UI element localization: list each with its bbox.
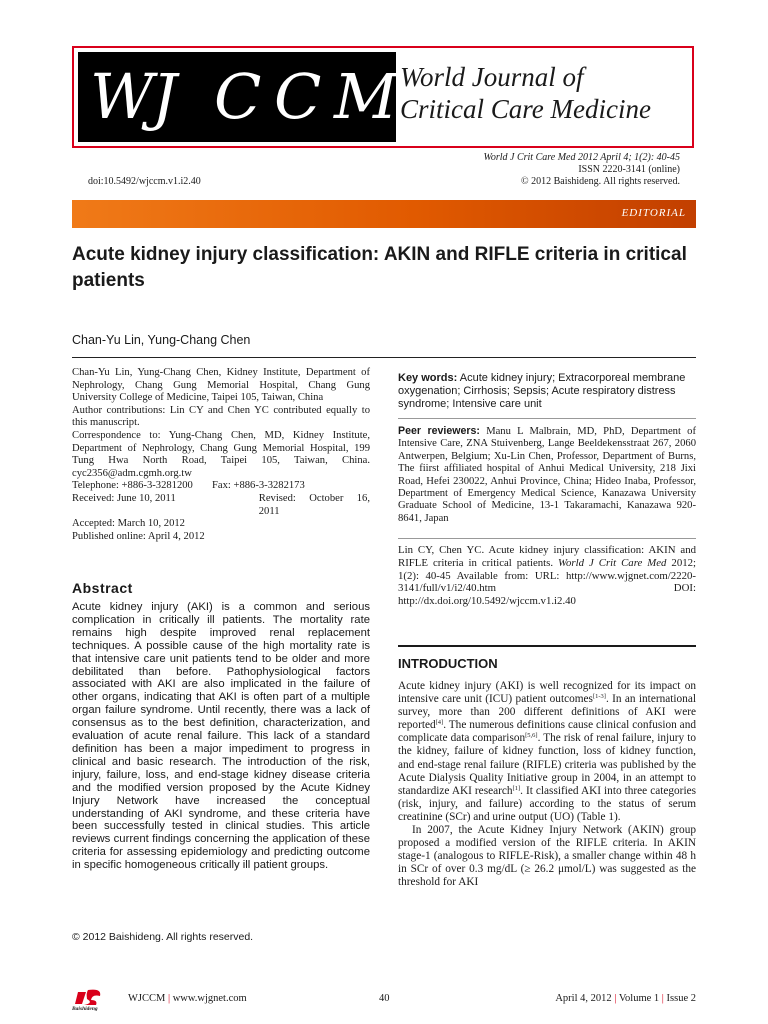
- reference: [1-3]: [592, 693, 606, 701]
- section-bar: [72, 200, 696, 228]
- journal-name-line2: Critical Care Medicine: [400, 94, 651, 124]
- divider: [398, 538, 696, 539]
- paragraph: In 2007, the Acute Kidney Injury Network (AKIN) group proposed a modified version of the RIFLE criteria. In AKIN stage-1 (analogous to RIFLE-Risk), a smaller change within 48 h in SCr of over 0.3 mg/dL (≥ 26.2 μmol/L) was suggested as the threshold for AKI: [398, 824, 696, 889]
- divider: [398, 418, 696, 419]
- section-label: EDITORIAL: [621, 207, 686, 219]
- fax: Fax: +886-3-3282173: [212, 480, 305, 492]
- abstract-copyright: © 2012 Baishideng. All rights reserved.: [72, 931, 254, 943]
- correspondence: Correspondence to: Yung-Chang Chen, MD, Kidney Institute, Department of Nephrology, Chang Gung Memorial Hospital, 199 Tung Hwa North Road, Taipei 105, Taiwan, China. cyc2356@adm.cgmh.org.tw: [72, 429, 370, 479]
- affiliation-text: Chan-Yu Lin, Yung-Chang Chen, Kidney Institute, Department of Nephrology, Chang Gung Memorial Hospital, Chang Gung University College of Medicine, Taipei 105, Taiwan, China: [72, 367, 370, 404]
- journal-masthead: [72, 46, 694, 148]
- peer-reviewers-block: [398, 425, 696, 525]
- publisher-logo-text: Baishideng: [72, 1006, 98, 1012]
- keywords-text: Acute kidney injury; Extracorporeal membrane oxygenation; Cirrhosis; Sepsis; Acute respiratory distress syndrome; Intensive care unit: [398, 372, 686, 410]
- telephone: Telephone: +886-3-3281200: [72, 480, 193, 492]
- abstract-heading: Abstract: [72, 580, 133, 596]
- text-run: Acute kidney injury (AKI) is well recognized for its impact on intensive care unit (ICU) patient outcomes: [398, 680, 696, 706]
- journal-name: [400, 62, 651, 126]
- doi-line: doi:10.5492/wjccm.v1.i2.40: [88, 176, 201, 187]
- peer-reviewers-label: Peer reviewers:: [398, 425, 480, 437]
- reference: [5,6]: [525, 732, 538, 740]
- divider: [72, 357, 696, 358]
- peer-reviewers-text: Manu L Malbrain, MD, PhD, Department of Intensive Care, ZNA Stuivenberg, Lange Beeldekensstraat 267, 2060 Antwerpen, Belgium; Xu-Lin Chen, Professor, Department of Burns, The fiirst affiliated hospital of Anhui Medical University, 218 Jixi Road, Hefei 230022, Anhui Province, China; Hideo Inaba, Professor, Department of Emergency Medical Science, Kanazawa University Graduate School of Medicine, 13-1 Takaramachi, Kanazawa 920-8641, Japan: [398, 426, 696, 524]
- revised-date: Revised: October 16, 2011: [258, 492, 370, 517]
- footer-date: April 4, 2012: [555, 993, 612, 1004]
- citation-block: [398, 544, 696, 608]
- introduction-body: [398, 680, 696, 890]
- journal-name-line1: World Journal of: [400, 62, 584, 92]
- reference: [1]: [512, 784, 521, 792]
- journal-logo: [78, 52, 396, 142]
- footer-journal-name: WJCCM: [128, 993, 166, 1004]
- keywords-block: [398, 372, 696, 411]
- divider: [398, 645, 696, 647]
- affiliation-block: [72, 367, 370, 543]
- author-contributions: Author contributions: Lin CY and Chen YC contributed equally to this manuscript.: [72, 404, 370, 429]
- page-footer: [72, 988, 696, 1014]
- citation-journal: World J Crit Care Med: [558, 556, 667, 569]
- logo-letter: M: [334, 60, 398, 133]
- page-number: 40: [379, 993, 390, 1004]
- publication-meta: [483, 152, 680, 188]
- footer-issue: [555, 993, 696, 1004]
- logo-letter: W: [90, 60, 154, 133]
- keywords-label: Key words:: [398, 372, 458, 384]
- accepted-date: Accepted: March 10, 2012: [72, 518, 185, 530]
- author-list: Chan-Yu Lin, Yung-Chang Chen: [72, 333, 251, 347]
- citation-details: 2012; 1(2): 40-45 Available from: URL: http://www.wjgnet.com/2220-3141/full/v1/i2/40.htm DOI: http://dx.doi.org/10.5492/wjccm.v1.i2.40: [398, 556, 697, 608]
- separator: |: [167, 993, 171, 1004]
- citation-line: World J Crit Care Med 2012 April 4; 1(2): 40-45: [483, 152, 680, 163]
- footer-volume: Volume 1: [618, 993, 660, 1004]
- issn-line: ISSN 2220-3141 (online): [578, 164, 680, 175]
- text-run: . In an international survey, more than 200 different definitions of AKI were reported: [398, 693, 696, 732]
- logo-letter: C: [274, 60, 322, 133]
- footer-journal: [128, 993, 247, 1004]
- text-run: . It classified AKI into three categories (risk, injury, and failure) according to the status of serum creatinine (SCr) and urine output (UO) (Table 1).: [398, 784, 696, 823]
- received-date: Received: June 10, 2011: [72, 492, 176, 504]
- abstract-text: Acute kidney injury (AKI) is a common and serious complication in critically ill patients. The mortality rate remains high despite improved renal replacement techniques. A possible cause of the high mortality rate is that intensive care unit patients tend to be older and more debilitated than before. Pathophysiological factors associated with AKI are also implicated in the failure of other organs, indicating that AKI is often part of a multiple organ failure syndrome. Until recently, there was a lack of consensus as to the best definition, characterization, and evaluation of acute renal failure. This lack of a standard definition has been a major impediment to progress in clinical and basic research. The introduction of the risk, injury, failure, loss, and end-stage kidney disease criteria and the modified version proposed by the Acute Kidney Injury Network have increased the conceptual understanding of AKI syndrome, and these criteria have been successfully tested in clinical studies. This article reviews current findings concerning the application of these criteria for assessing epidemiology and predicting outcome in specific homogeneous critically ill patient groups.: [72, 601, 370, 872]
- citation-text: Lin CY, Chen YC. Acute kidney injury classification: AKIN and RIFLE criteria in critical patients.: [398, 544, 696, 569]
- reference: [4]: [435, 719, 444, 727]
- separator: |: [661, 993, 664, 1004]
- published-date: Published online: April 4, 2012: [72, 530, 205, 542]
- footer-issue-number: Issue 2: [666, 993, 696, 1004]
- introduction-heading: INTRODUCTION: [398, 656, 498, 671]
- paragraph: [398, 680, 696, 824]
- logo-letter: J: [152, 60, 177, 133]
- separator: |: [614, 993, 617, 1004]
- rights-line: © 2012 Baishideng. All rights reserved.: [521, 176, 680, 187]
- article-title: Acute kidney injury classification: AKIN and RIFLE criteria in critical patients: [72, 244, 687, 291]
- text-run: . The risk of renal failure, injury to the kidney, failure of kidney function, loss of kidney function, and end-stage renal failure (RIFLE) criteria was published by the Acute Dialysis Quality Initiative group in 2004, in an attempt to standardize AKI research: [398, 732, 696, 797]
- logo-letter: C: [214, 60, 262, 133]
- footer-website-link[interactable]: www.wjgnet.com: [172, 993, 247, 1004]
- text-run: . The numerous definitions cause clinical confusion and complicate data comparison: [398, 719, 696, 745]
